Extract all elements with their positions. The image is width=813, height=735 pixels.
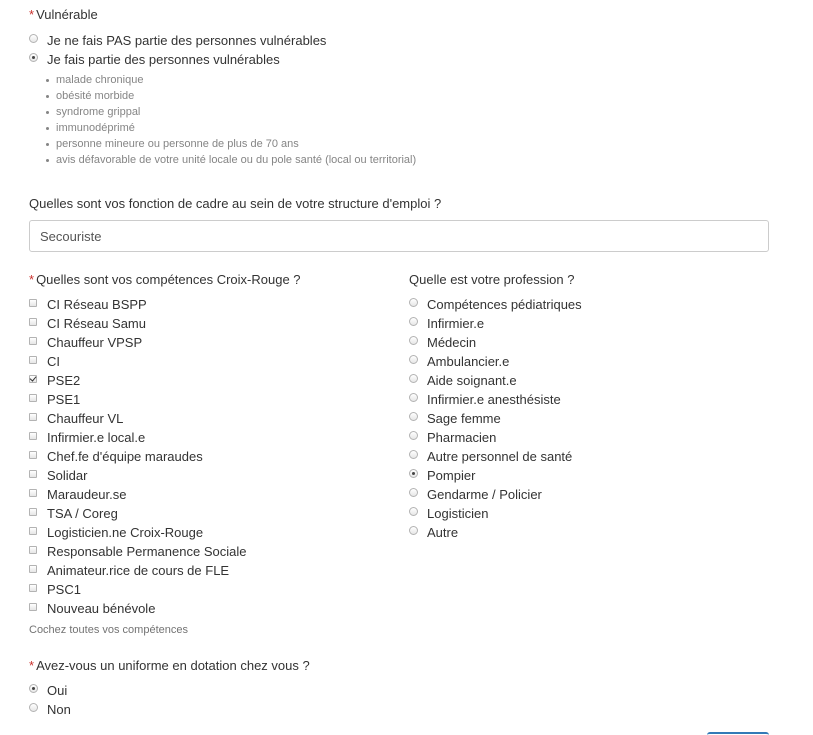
- option-label: Infirmier.e: [427, 316, 485, 331]
- uniforme-label: [29, 658, 310, 673]
- checkbox[interactable]: [29, 489, 37, 497]
- competence-checkbox-item[interactable]: [29, 333, 246, 352]
- radio-button[interactable]: [409, 431, 418, 440]
- checkbox-label: Solidar: [47, 468, 88, 483]
- checkbox-label: Responsable Permanence Sociale: [47, 544, 247, 559]
- profession-radio-group: [409, 295, 582, 542]
- competence-checkbox-item[interactable]: [29, 504, 246, 523]
- radio-button[interactable]: [409, 469, 418, 478]
- option-label: Autre: [427, 525, 459, 540]
- checkbox-label: CI: [47, 354, 60, 369]
- competence-checkbox-item[interactable]: [29, 561, 246, 580]
- competence-checkbox-item[interactable]: [29, 428, 246, 447]
- competences-checkbox-group: [29, 295, 246, 618]
- checkbox[interactable]: [29, 584, 37, 592]
- checkbox[interactable]: [29, 565, 37, 573]
- vulnerable-option-no[interactable]: [29, 31, 326, 50]
- competence-checkbox-item[interactable]: [29, 447, 246, 466]
- checkbox-label: Animateur.rice de cours de FLE: [47, 563, 230, 578]
- radio-button[interactable]: [409, 336, 418, 345]
- uniforme-label-text: Avez-vous un uniforme en dotation chez vous ?: [36, 658, 310, 673]
- profession-option[interactable]: [409, 371, 582, 390]
- uniforme-option-oui[interactable]: [29, 681, 71, 700]
- option-label: Oui: [47, 683, 68, 698]
- checkbox[interactable]: [29, 299, 37, 307]
- profession-option[interactable]: [409, 466, 582, 485]
- option-label: Ambulancier.e: [427, 354, 510, 369]
- criteria-item: malade chronique: [56, 72, 416, 88]
- competence-checkbox-item[interactable]: [29, 485, 246, 504]
- checkbox-label: CI Réseau BSPP: [47, 297, 147, 312]
- option-label: Je fais partie des personnes vulnérables: [47, 52, 280, 67]
- option-label: Infirmier.e anesthésiste: [427, 392, 561, 407]
- checkbox-label: Chauffeur VL: [47, 411, 124, 426]
- criteria-item: obésité morbide: [56, 88, 416, 104]
- checkbox[interactable]: [29, 546, 37, 554]
- option-label: Non: [47, 702, 71, 717]
- competence-checkbox-item[interactable]: [29, 371, 246, 390]
- option-label: Sage femme: [427, 411, 501, 426]
- competences-help-text: Cochez toutes vos compétences: [29, 624, 188, 636]
- required-marker: *: [29, 272, 35, 287]
- competence-checkbox-item[interactable]: [29, 580, 246, 599]
- competence-checkbox-item[interactable]: [29, 352, 246, 371]
- checkbox[interactable]: [29, 508, 37, 516]
- option-label: Pompier: [427, 468, 476, 483]
- checkbox-label: PSE1: [47, 392, 81, 407]
- profession-option[interactable]: [409, 352, 582, 371]
- uniforme-radio-group: [29, 681, 71, 719]
- checkbox-label: Chef.fe d'équipe maraudes: [47, 449, 203, 464]
- radio-button[interactable]: [409, 526, 418, 535]
- vulnerable-radio-group: [29, 31, 326, 69]
- option-label: Logisticien: [427, 506, 489, 521]
- competence-checkbox-item[interactable]: [29, 409, 246, 428]
- checkbox[interactable]: [29, 470, 37, 478]
- checkbox[interactable]: [29, 451, 37, 459]
- competence-checkbox-item[interactable]: [29, 542, 246, 561]
- profession-label: Quelle est votre profession ?: [409, 272, 575, 287]
- radio-button[interactable]: [409, 298, 418, 307]
- option-label: Aide soignant.e: [427, 373, 517, 388]
- radio-button[interactable]: [409, 355, 418, 364]
- vulnerable-criteria-list: [56, 72, 416, 168]
- profession-option[interactable]: [409, 314, 582, 333]
- option-label: Médecin: [427, 335, 477, 350]
- checkbox-label: PSE2: [47, 373, 81, 388]
- radio-button[interactable]: [29, 684, 38, 693]
- competence-checkbox-item[interactable]: [29, 314, 246, 333]
- checkbox[interactable]: [29, 413, 37, 421]
- checkbox[interactable]: [29, 603, 37, 611]
- checkbox-label: Infirmier.e local.e: [47, 430, 146, 445]
- option-label: Compétences pédiatriques: [427, 297, 582, 312]
- profession-option[interactable]: [409, 504, 582, 523]
- profession-option[interactable]: [409, 523, 582, 542]
- fonction-label: Quelles sont vos fonction de cadre au sein de votre structure d'emploi ?: [29, 196, 442, 211]
- required-marker: *: [29, 7, 35, 22]
- competence-checkbox-item[interactable]: [29, 295, 246, 314]
- radio-button[interactable]: [29, 53, 38, 62]
- criteria-item: avis défavorable de votre unité locale ou du pole santé (local ou territorial): [56, 154, 417, 166]
- profession-option[interactable]: [409, 428, 582, 447]
- radio-button[interactable]: [409, 317, 418, 326]
- vulnerable-option-yes[interactable]: [29, 50, 326, 69]
- checkbox-label: CI Réseau Samu: [47, 316, 146, 331]
- checkbox-label: Chauffeur VPSP: [47, 335, 143, 350]
- radio-button[interactable]: [29, 34, 38, 43]
- profession-option[interactable]: [409, 447, 582, 466]
- checkbox[interactable]: [29, 527, 37, 535]
- checkbox-label: TSA / Coreg: [47, 506, 118, 521]
- vulnerable-label-text: Vulnérable: [36, 7, 98, 22]
- checkbox[interactable]: [29, 318, 37, 326]
- checkbox-label: PSC1: [47, 582, 81, 597]
- fonction-input[interactable]: Secouriste: [29, 220, 769, 252]
- criteria-item: immunodéprimé: [56, 120, 416, 136]
- competence-checkbox-item[interactable]: [29, 466, 246, 485]
- profession-option[interactable]: [409, 295, 582, 314]
- radio-button[interactable]: [29, 703, 38, 712]
- checkbox-label: Nouveau bénévole: [47, 601, 156, 616]
- radio-button[interactable]: [409, 450, 418, 459]
- criteria-item: personne mineure ou personne de plus de 70 ans: [56, 136, 416, 152]
- uniforme-option-non[interactable]: [29, 700, 71, 719]
- checkbox-label: Maraudeur.se: [47, 487, 127, 502]
- competences-label-text: Quelles sont vos compétences Croix-Rouge ?: [36, 272, 301, 287]
- option-label: Pharmacien: [427, 430, 497, 445]
- checkbox[interactable]: [29, 375, 37, 383]
- profession-option[interactable]: [409, 333, 582, 352]
- criteria-item: syndrome grippal: [56, 104, 416, 120]
- radio-button[interactable]: [409, 412, 418, 421]
- checkbox[interactable]: [29, 337, 37, 345]
- checkbox[interactable]: [29, 394, 37, 402]
- radio-button[interactable]: [409, 488, 418, 497]
- radio-button[interactable]: [409, 507, 418, 516]
- vulnerable-label: [29, 7, 98, 22]
- radio-button[interactable]: [409, 393, 418, 402]
- competence-checkbox-item[interactable]: [29, 523, 246, 542]
- option-label: Je ne fais PAS partie des personnes vulnérables: [47, 33, 327, 48]
- profession-option[interactable]: [409, 390, 582, 409]
- option-label: Gendarme / Policier: [427, 487, 542, 502]
- competence-checkbox-item[interactable]: [29, 599, 246, 618]
- profession-option[interactable]: [409, 485, 582, 504]
- competence-checkbox-item[interactable]: [29, 390, 246, 409]
- checkbox[interactable]: [29, 356, 37, 364]
- profession-option[interactable]: [409, 409, 582, 428]
- checkbox-label: Logisticien.ne Croix-Rouge: [47, 525, 204, 540]
- required-marker: *: [29, 658, 35, 673]
- option-label: Autre personnel de santé: [427, 449, 573, 464]
- radio-button[interactable]: [409, 374, 418, 383]
- checkbox[interactable]: [29, 432, 37, 440]
- competences-label: [29, 272, 301, 287]
